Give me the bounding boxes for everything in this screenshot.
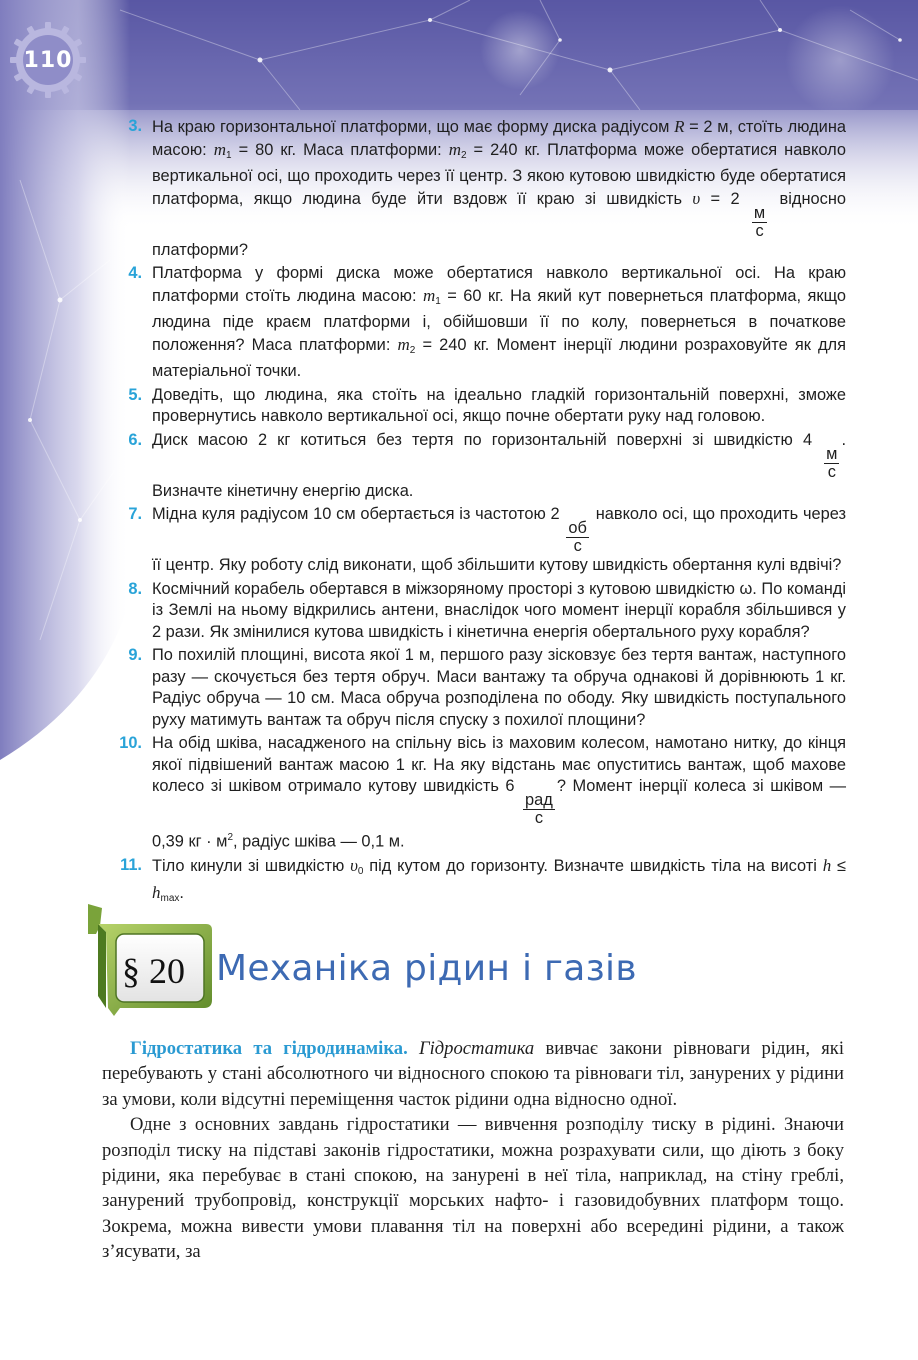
page-number: 110: [23, 47, 73, 73]
exercise-item: [100, 116, 846, 261]
fraction: $\frac{\text{рад}}{с}$: [525, 791, 553, 827]
exercise-text: Мідна куля радіусом 10 см обертається із частотою 2 $\frac{об}{с}$ навколо осі, що проходить через її центр. Яку роботу слід виконати, щоб збільшити кутову швидкість обертання кулі вдвічі?: [152, 505, 846, 574]
exercise-item: [100, 645, 846, 731]
fraction: $\frac{об}{с}$: [568, 519, 587, 555]
exercise-text: По похилій площині, висота якої 1 м, першого разу зісковзує без тертя вантаж, наступного разу — скочується без тертя обруч. Маси вантажу та обруча однакові й дорівнюють 1 кг. Радіус обруча — 10 см. Маса обруча розподілена по ободу. Яку швидкість поступального руху матимуть вантаж та обруч після спуску з похилої площини?: [152, 646, 846, 729]
exercise-number: 10.: [119, 734, 142, 752]
exercise-number: 6.: [128, 430, 142, 449]
exercise-number: 8.: [128, 579, 142, 598]
exercise-text: На обід шківа, насадженого на спільну вісь із маховим колесом, намотано нитку, до кінця якої підвішений вантаж масою 1 кг. На яку відстань має опуститись вантаж, щоб махове колесо зі шківом отримало кутову швидкість 6 $\frac{\text{рад}}{с}$ ? Момент інерції колеса зі шківом — 0,39 кг · $м^2$, радіус шківа — 0,1 м.: [152, 734, 846, 851]
exercise-text: На краю горизонтальної платформи, що має форму диска радіусом R = 2 м, стоїть людина масою: $m_1 = 80$ кг. Маса платформи: $m_2 = 240$ кг. Платформа може обертатися навколо вертикальної осі, що проходить через її центр. З якою кутовою швидкістю буде обертатися платформа, якщо людина буде йти вздовж її краю зі швидкість υ = 2 $\frac{м}{с}$ відносно платформи?: [152, 117, 846, 259]
exercise-text: Тіло кинули зі швидкістю $\upsilon_0$ під кутом до горизонту. Визначте швидкість тіла на висоті $h \le h_{max}$.: [152, 855, 846, 905]
exercise-text: Доведіть, що людина, яка стоїть на ідеально гладкій горизонтальній поверхні, зможе провернутись навколо вертикальної осі, якщо почне обертати руку над головою.: [152, 385, 846, 425]
exercise-item: [100, 579, 846, 644]
paragraph: Одне з основних завдань гідростатики — вивчення розподілу тиску в рідині. Знаючи розподіл тиску на підставі законів гідростатики, можна розрахувати сили, що діють з боку рідини, яка перебуває в стані спокою, на занурені в неї тіла, наприклад, на стіну греблі, занурений трубопровід, конструкції морських нафто- і газовидобувних платформ тощо. Зокрема, можна вивести умови плавання тіл на поверхні або всередині рідини, а також з’ясувати, за: [102, 1114, 844, 1263]
paragraph: Гідростатика та гідродинаміка. Гідростатика вивчає закони рівноваги рідин, які перебувають у стані абсолютного чи відносного спокою та рівноваги тіл, занурених у рідини за умови, коли відсутні переміщення часток рідини одна відносно одної.: [102, 1038, 845, 1110]
paragraph-heading: Гідростатика та гідродинаміка.: [130, 1038, 408, 1059]
section-title: Механіка рідин і газів: [216, 948, 637, 989]
exercise-number: 11.: [120, 855, 142, 874]
exercise-text: Платформа у формі диска може обертатися навколо вертикальної осі. На краю платформи стоїть людина масою: $m_1 = 60$ кг. На який кут повернеться платформа, якщо людина піде краєм платформи і, обійшовши її по колу, повернеться в початкове положення? Маса платформи: $m_2 = 240$ кг. Момент інерції людини розраховуйте як для матеріальної точки.: [152, 264, 846, 380]
exercise-number: 9.: [128, 646, 142, 664]
exercise-text: Космічний корабель обертався в міжзоряному просторі з кутовою швидкістю ω. По команді із Землі на ньому відкрились антени, внаслідок чого момент інерції корабля збільшився у 2 рази. Як змінилися кутова швидкість і кінетична енергія обертального руху корабля?: [152, 579, 846, 641]
exercise-number: 4.: [128, 264, 142, 282]
fraction: $\frac{м}{с}$: [753, 203, 766, 240]
section-number: § 20: [122, 951, 185, 991]
exercise-number: 7.: [128, 505, 142, 523]
exercise-item: [100, 385, 846, 428]
exercise-number: 5.: [128, 385, 142, 404]
exercise-number: 3.: [128, 117, 142, 135]
section-body: [102, 1036, 844, 1265]
exercise-list: [100, 116, 846, 912]
exercise-item: [100, 263, 846, 383]
exercise-item: [100, 430, 846, 503]
exercise-item: [100, 733, 846, 853]
exercise-item: [100, 504, 846, 577]
exercise-item: [100, 855, 846, 910]
exercise-text: Диск масою 2 кг котиться без тертя по горизонтальній поверхні зі швидкістю 4 $\frac{м}{с}$ . Визначте кінетичну енергію диска.: [152, 430, 846, 500]
fraction: $\frac{м}{с}$: [826, 444, 838, 481]
